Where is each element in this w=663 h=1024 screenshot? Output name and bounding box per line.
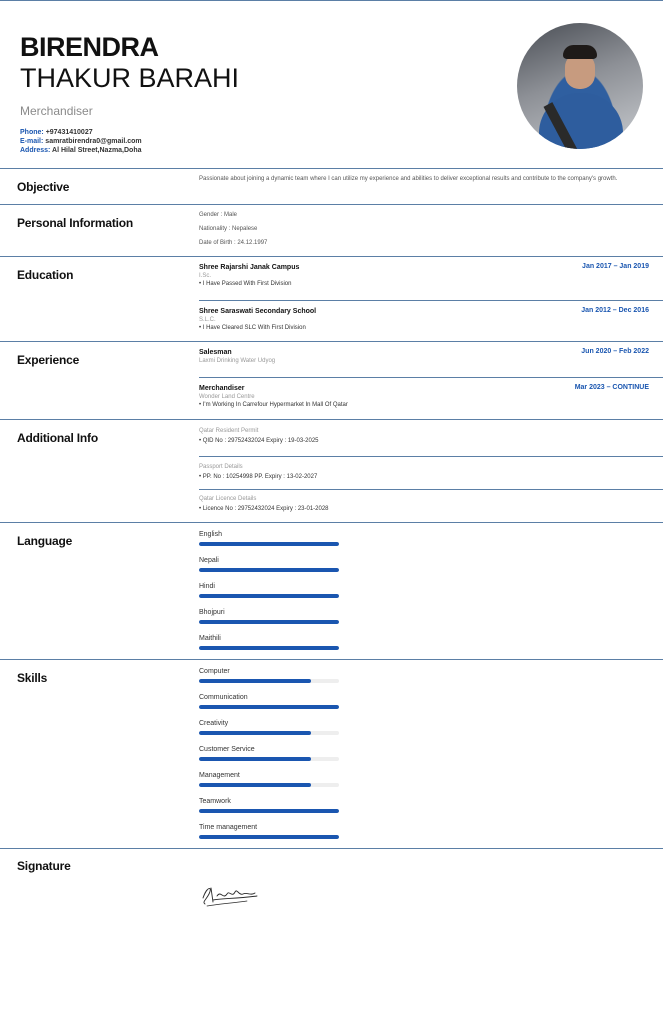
education-note: • I Have Cleared SLC With First Division <box>199 325 306 331</box>
level-bar-fill <box>199 679 311 683</box>
level-item <box>199 667 649 693</box>
phone-label: Phone: <box>20 129 44 136</box>
email-value[interactable]: samratbirendra0@gmail.com <box>45 138 142 145</box>
address-line <box>20 146 500 155</box>
skills-title: Skills <box>17 671 48 685</box>
entry-divider <box>199 489 663 490</box>
level-bar-fill <box>199 594 339 598</box>
level-bar-track <box>199 757 339 761</box>
personal-details <box>199 211 649 253</box>
phone-line <box>20 128 500 137</box>
level-bar-fill <box>199 809 339 813</box>
experience-list <box>199 348 649 418</box>
level-bar-track <box>199 835 339 839</box>
phone-value[interactable]: +97431410027 <box>45 129 93 136</box>
objective-title: Objective <box>17 180 70 194</box>
level-item <box>199 745 649 771</box>
section-personal <box>0 204 663 257</box>
degree: S.L.C. <box>199 317 216 323</box>
position: Merchandiser <box>199 385 245 392</box>
profile-photo <box>517 23 643 149</box>
personal-title: Personal Information <box>17 216 134 230</box>
level-bar-fill <box>199 646 339 650</box>
additional-entry <box>199 495 329 513</box>
language-title: Language <box>17 534 73 548</box>
additional-label: Qatar Resident Permit <box>199 428 259 434</box>
education-entry <box>199 307 649 332</box>
level-item <box>199 582 649 608</box>
experience-note: • I'm Working In Carrefour Hypermarket In Mall Of Qatar <box>199 402 348 408</box>
level-item <box>199 719 649 745</box>
top-divider <box>0 0 663 1</box>
level-name: Communication <box>199 694 248 701</box>
level-bar-fill <box>199 542 339 546</box>
level-name: Hindi <box>199 583 215 590</box>
level-name: Maithili <box>199 635 221 642</box>
school-name: Shree Rajarshi Janak Campus <box>199 264 300 271</box>
additional-list <box>199 427 649 522</box>
level-bar-track <box>199 783 339 787</box>
education-date: Jan 2017 – Jan 2019 <box>582 263 649 270</box>
level-name: Computer <box>199 668 230 675</box>
level-bar-track <box>199 646 339 650</box>
level-name: Time management <box>199 824 258 831</box>
email-label: E-mail: <box>20 138 44 145</box>
section-objective <box>0 168 663 204</box>
signature-image <box>199 882 261 908</box>
level-name: Management <box>199 772 240 779</box>
level-item <box>199 797 649 823</box>
nationality: Nationality : Nepalese <box>199 226 258 232</box>
contact-block <box>20 128 500 155</box>
additional-entry <box>199 427 319 445</box>
level-item <box>199 771 649 797</box>
level-bar-fill <box>199 757 311 761</box>
level-bar-fill <box>199 783 311 787</box>
level-item <box>199 530 649 556</box>
level-name: English <box>199 531 222 538</box>
section-education <box>0 256 663 341</box>
level-bar-track <box>199 568 339 572</box>
experience-date: Mar 2023 – CONTINUE <box>574 384 649 391</box>
level-item <box>199 608 649 634</box>
address-value: Al Hilal Street,Nazma,Doha <box>52 147 142 154</box>
level-name: Creativity <box>199 720 229 727</box>
entry-divider <box>199 456 663 457</box>
section-additional-info <box>0 419 663 523</box>
level-name: Teamwork <box>199 798 231 805</box>
objective-text: Passionate about joining a dynamic team where I can utilize my experience and abilities to deliver exceptional results and contribute to the company's growth. <box>199 176 618 182</box>
additional-title: Additional Info <box>17 431 98 445</box>
company: Wonder Land Centre <box>199 394 255 400</box>
education-entry <box>199 263 649 288</box>
entry-divider <box>199 300 663 301</box>
level-item <box>199 823 649 849</box>
additional-value: • PP. No : 10254998 PP. Expiry : 13-02-2027 <box>199 474 318 480</box>
additional-label: Qatar Licence Details <box>199 496 257 502</box>
section-signature <box>0 848 663 919</box>
level-item <box>199 634 649 660</box>
first-name: BIRENDRA <box>20 32 159 62</box>
level-name: Customer Service <box>199 746 255 753</box>
additional-entry <box>199 463 317 481</box>
degree: I.Sc. <box>199 273 212 279</box>
level-name: Bhojpuri <box>199 609 225 616</box>
level-bar-track <box>199 620 339 624</box>
additional-value: • Licence No : 29752432024 Expiry : 23-01-2028 <box>199 506 329 512</box>
entry-divider <box>199 377 663 378</box>
additional-value: • QID No : 29752432024 Expiry : 19-03-2025 <box>199 438 319 444</box>
additional-label: Passport Details <box>199 464 243 470</box>
level-bar-fill <box>199 620 339 624</box>
experience-date: Jun 2020 – Feb 2022 <box>581 348 649 355</box>
language-list <box>199 530 649 660</box>
section-language <box>0 522 663 660</box>
education-list <box>199 263 649 339</box>
school-name: Shree Saraswati Secondary School <box>199 308 317 315</box>
level-bar-fill <box>199 731 311 735</box>
level-bar-track <box>199 705 339 709</box>
experience-entry <box>199 348 649 365</box>
job-role: Merchandiser <box>20 104 93 118</box>
signature-title: Signature <box>17 859 71 873</box>
position: Salesman <box>199 349 232 356</box>
photo-hair <box>563 45 597 59</box>
level-item <box>199 693 649 719</box>
level-bar-track <box>199 542 339 546</box>
level-item <box>199 556 649 582</box>
section-experience <box>0 341 663 420</box>
last-name: THAKUR BARAHI <box>20 63 240 93</box>
education-note: • I Have Passed With First Division <box>199 281 292 287</box>
level-bar-track <box>199 809 339 813</box>
level-bar-fill <box>199 568 339 572</box>
level-bar-fill <box>199 705 339 709</box>
date-of-birth: Date of Birth : 24.12.1997 <box>199 240 268 246</box>
experience-title: Experience <box>17 353 80 367</box>
address-label: Address: <box>20 147 51 154</box>
education-title: Education <box>17 268 74 282</box>
level-bar-track <box>199 594 339 598</box>
resume-header <box>20 32 500 155</box>
level-bar-track <box>199 679 339 683</box>
skills-list <box>199 667 649 849</box>
experience-entry <box>199 384 649 409</box>
level-bar-track <box>199 731 339 735</box>
level-name: Nepali <box>199 557 219 564</box>
email-line <box>20 137 500 146</box>
company: Laxmi Drinking Water Udyog <box>199 358 276 364</box>
education-date: Jan 2012 – Dec 2016 <box>581 307 649 314</box>
section-skills <box>0 659 663 848</box>
gender: Gender : Male <box>199 212 238 218</box>
level-bar-fill <box>199 835 339 839</box>
